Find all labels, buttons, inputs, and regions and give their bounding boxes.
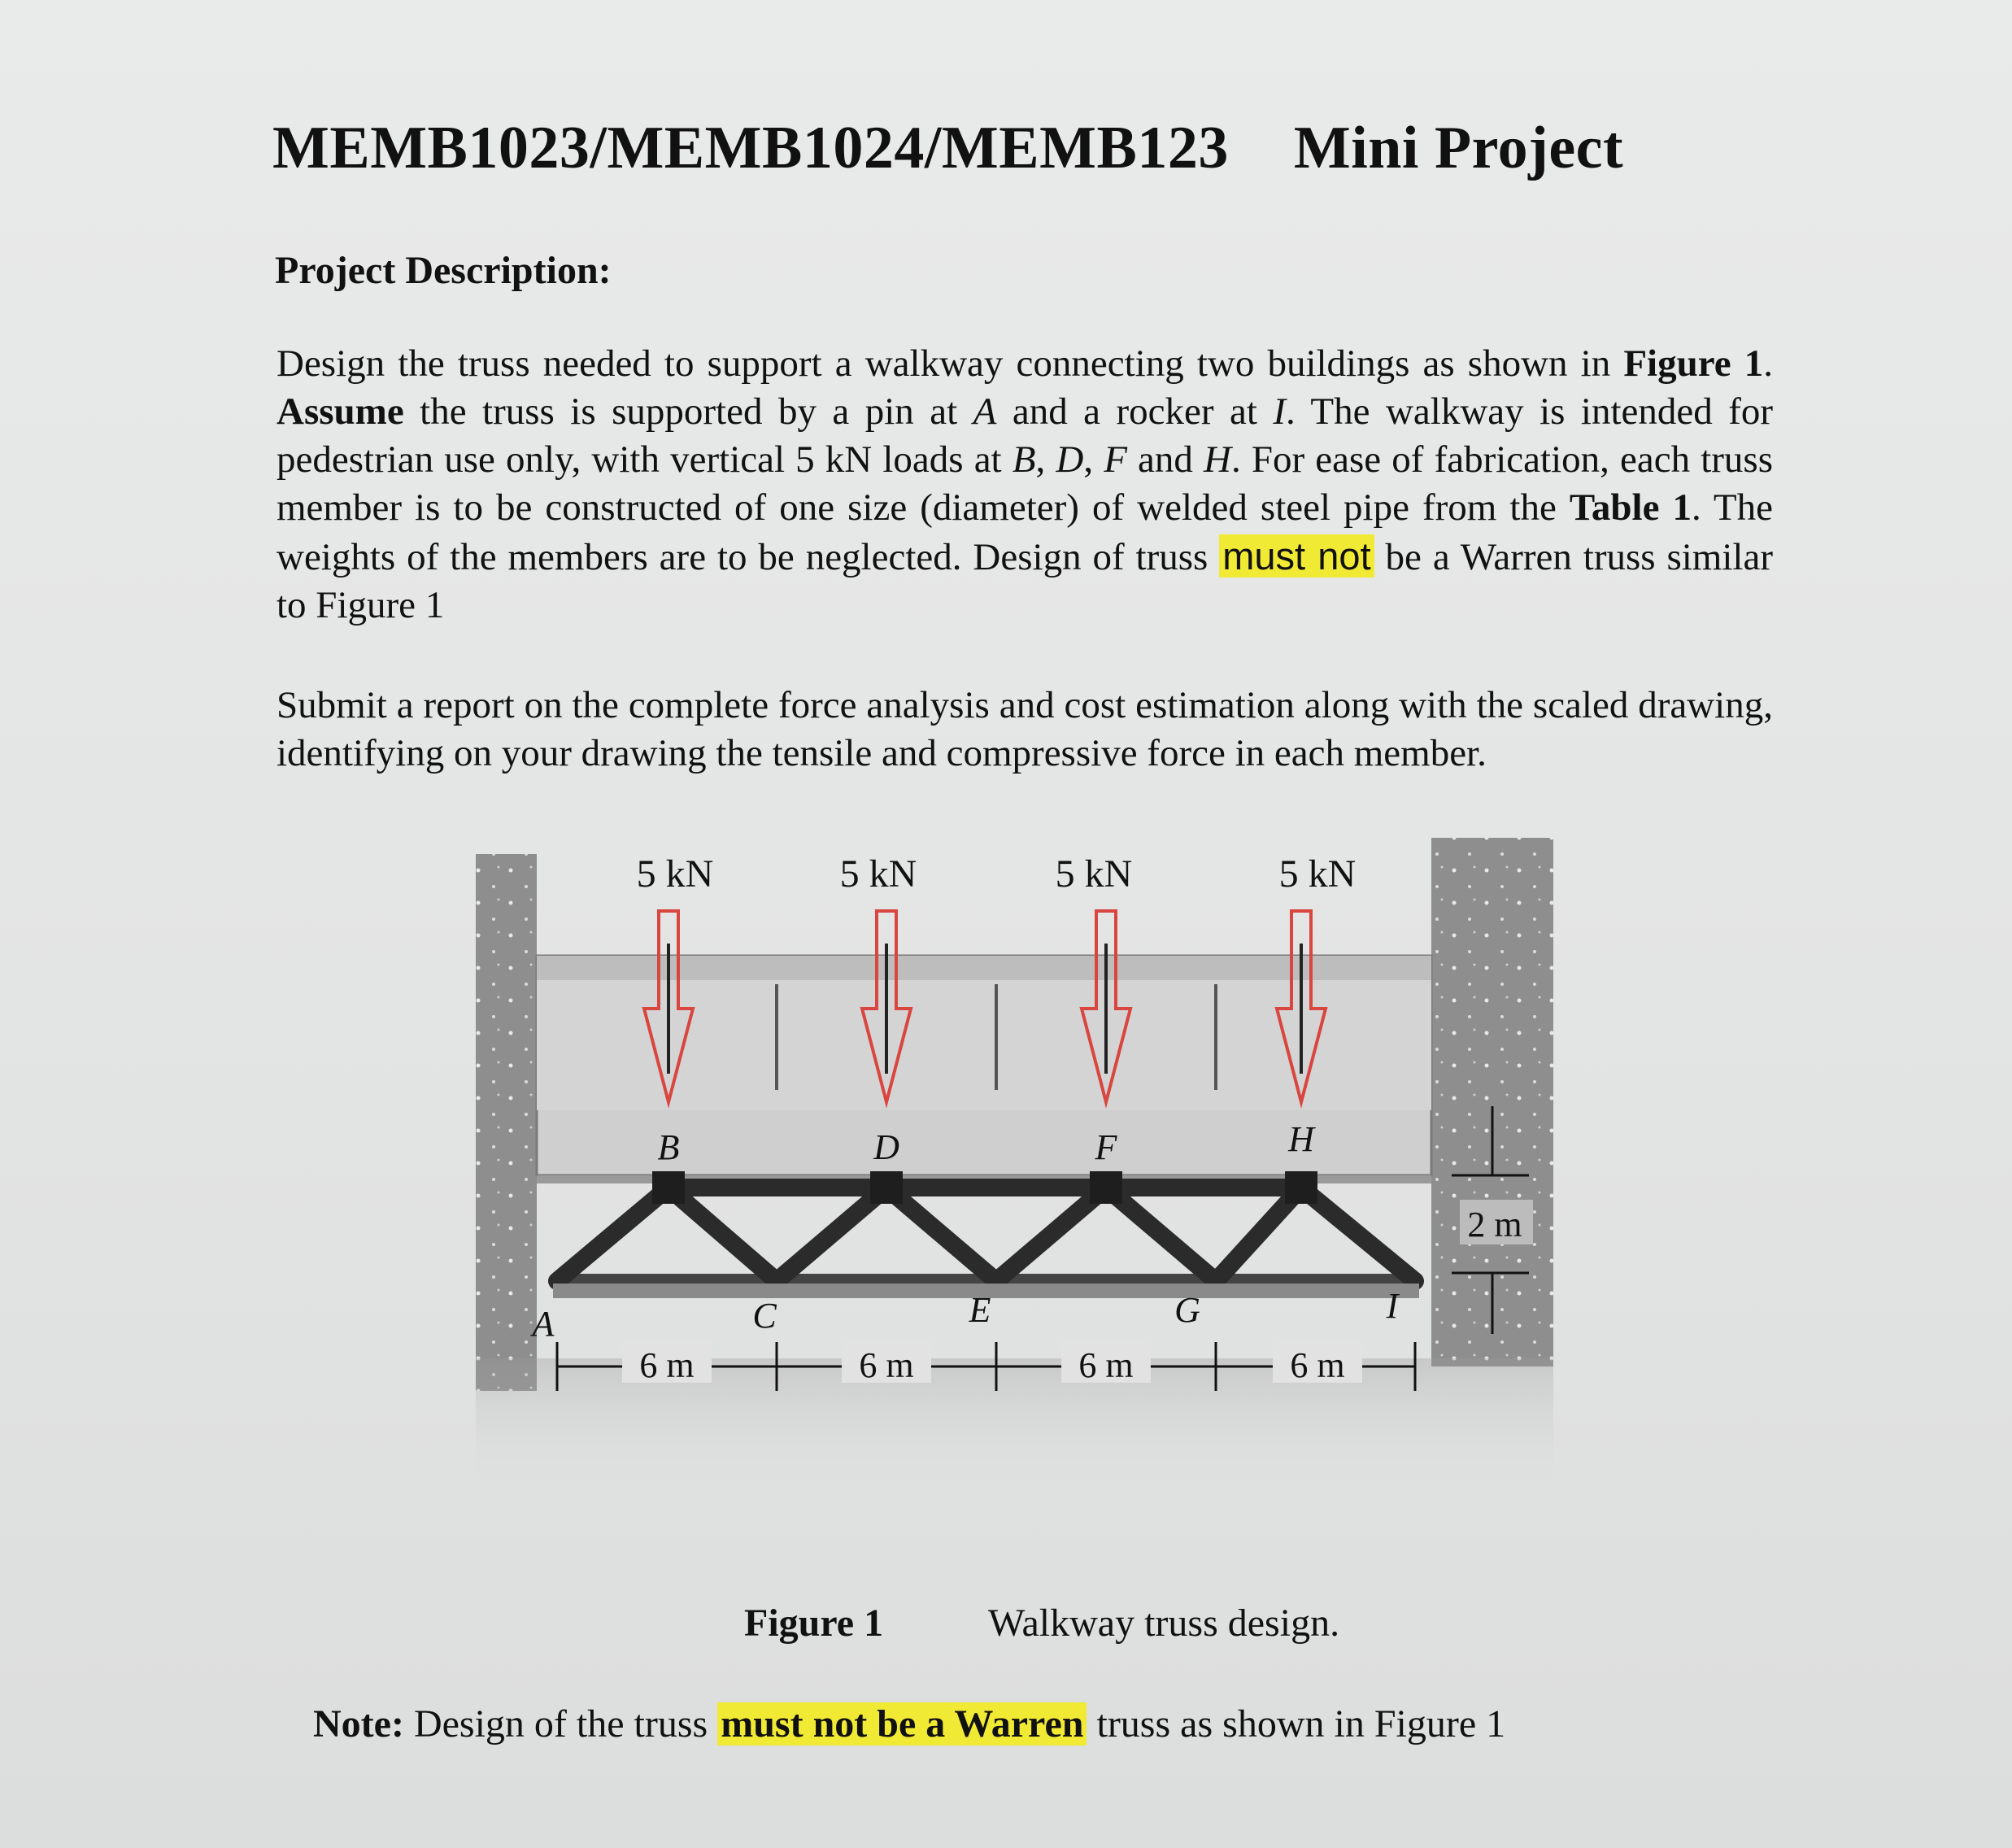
note-highlight: must not be a Warren: [717, 1702, 1087, 1746]
description-paragraph: Design the truss needed to support a walkway connecting two buildings as shown in Figure 1. Assume the truss is supported by a pin at A and a rocker at I. The walkway is intended for pedestrian use only, with vertical 5 kN loads at B, D, F and H. For ease of fabrication, each truss member is to be constructed of one size (diameter) of welded steel pipe from the Table 1. The weights of the members are to be neglected. Design of truss must not be a Warren truss similar to Figure 1: [277, 342, 1774, 626]
node-a: A: [532, 1304, 555, 1344]
walkway-truss-figure: [472, 830, 1561, 1497]
section-heading: Project Description:: [275, 249, 612, 292]
node-i: I: [1386, 1286, 1399, 1326]
span-label-4: 6 m: [1290, 1345, 1345, 1385]
caption-label: Figure 1: [744, 1602, 884, 1645]
load-label-d: 5 kN: [839, 852, 917, 896]
figure-caption: [744, 1601, 1339, 1645]
table-reference: Table 1: [1569, 486, 1692, 529]
rocker-node: I: [1273, 390, 1287, 433]
node-c: C: [752, 1296, 777, 1336]
node-e: E: [969, 1290, 991, 1330]
node-h: H: [1288, 1119, 1314, 1159]
page-title: [272, 114, 1623, 183]
caption-text: Walkway truss design.: [988, 1602, 1340, 1645]
pin-node: A: [973, 390, 997, 433]
load-label-b: 5 kN: [636, 852, 714, 896]
assume-emphasis: Assume: [277, 390, 404, 433]
height-label: 2 m: [1467, 1205, 1522, 1244]
submission-paragraph: Submit a report on the complete force analysis and cost estimation along with the scaled drawing, identifying on your drawing the tensile and compressive force in each member.: [277, 684, 1773, 774]
node-g: G: [1174, 1290, 1200, 1330]
note-label: Note:: [313, 1702, 404, 1746]
left-building-wall: [476, 854, 537, 1391]
span-label-1: 6 m: [639, 1345, 695, 1385]
project-label: Mini Project: [1293, 115, 1624, 181]
design-note: Note: Design of the truss must not be a Warren truss as shown in Figure 1: [313, 1702, 1506, 1746]
span-label-3: 6 m: [1078, 1345, 1134, 1385]
load-label-f: 5 kN: [1055, 852, 1133, 896]
figure-reference: Figure 1: [1623, 342, 1764, 385]
highlight-must-not: must not: [1219, 534, 1374, 578]
node-f: F: [1095, 1127, 1117, 1167]
load-label-h: 5 kN: [1278, 852, 1357, 896]
node-d: D: [873, 1127, 899, 1167]
span-label-2: 6 m: [859, 1345, 914, 1385]
node-b: B: [657, 1127, 680, 1167]
course-codes: MEMB1023/MEMB1024/MEMB123: [272, 115, 1229, 181]
